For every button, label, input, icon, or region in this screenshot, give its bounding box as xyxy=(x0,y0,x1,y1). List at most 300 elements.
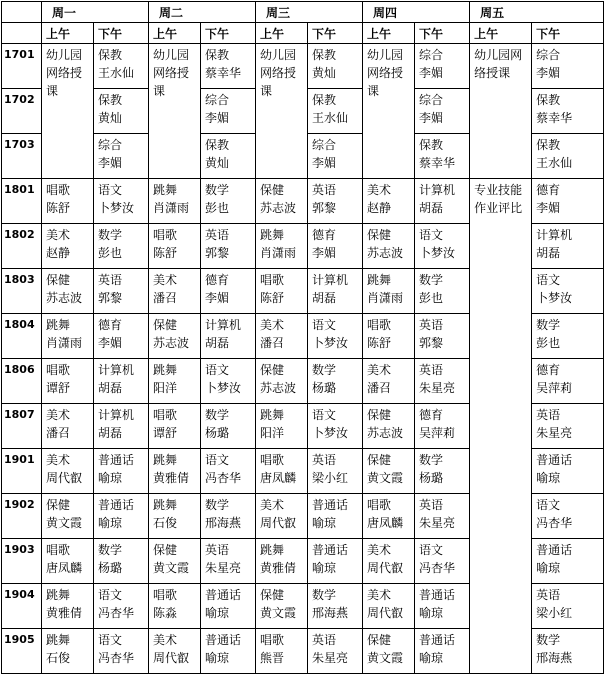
cell-line: 德育 xyxy=(419,408,444,422)
period-header: 上午 xyxy=(363,23,415,44)
cell-line: 数学 xyxy=(205,408,230,422)
cell-line: 冯杏华 xyxy=(419,561,456,575)
cell-line: 赵静 xyxy=(367,201,392,215)
cell-line: 语文 xyxy=(98,633,123,647)
schedule-cell xyxy=(532,44,604,89)
cell-line: 吴萍莉 xyxy=(419,426,456,440)
cell-line: 跳舞 xyxy=(260,228,285,242)
cell-line: 课 xyxy=(260,84,273,98)
schedule-cell xyxy=(201,539,256,584)
cell-line: 综合 xyxy=(536,48,561,62)
cell-line: 唱歌 xyxy=(46,183,71,197)
cell-line: 唐凤麟 xyxy=(367,516,404,530)
cell-line: 保健 xyxy=(153,318,178,332)
day-header: 周一 xyxy=(42,2,149,23)
schedule-cell xyxy=(42,404,94,449)
cell-line: 普通话 xyxy=(312,543,349,557)
cell-line: 唱歌 xyxy=(260,633,285,647)
cell-line: 喻琼 xyxy=(98,471,123,485)
cell-line: 德育 xyxy=(536,183,561,197)
schedule-cell xyxy=(532,314,604,359)
cell-line: 语文 xyxy=(536,498,561,512)
cell-line: 网络授 xyxy=(260,66,297,80)
schedule-cell xyxy=(415,359,470,404)
cell-line: 周代叡 xyxy=(260,516,297,530)
cell-line: 保健 xyxy=(260,363,285,377)
schedule-cell xyxy=(308,404,363,449)
cell-line: 李媚 xyxy=(312,156,337,170)
cell-line: 李媚 xyxy=(419,111,444,125)
class-id: 1702 xyxy=(2,89,42,134)
cell-line: 苏志波 xyxy=(367,246,404,260)
cell-line: 肖潇雨 xyxy=(153,201,190,215)
schedule-cell xyxy=(149,494,201,539)
schedule-cell xyxy=(532,404,604,449)
cell-line: 美术 xyxy=(46,453,71,467)
cell-line: 美术 xyxy=(46,228,71,242)
schedule-cell xyxy=(201,269,256,314)
cell-line: 胡磊 xyxy=(98,426,123,440)
cell-line: 唐凤麟 xyxy=(260,471,297,485)
schedule-cell xyxy=(532,134,604,179)
schedule-cell xyxy=(94,584,149,629)
schedule-cell xyxy=(363,404,415,449)
day-header: 周三 xyxy=(256,2,363,23)
cell-line: 肖潇雨 xyxy=(367,291,404,305)
schedule-cell xyxy=(149,359,201,404)
cell-line: 杨璐 xyxy=(312,381,337,395)
schedule-cell xyxy=(201,629,256,674)
cell-line: 跳舞 xyxy=(367,273,392,287)
cell-line: 黄灿 xyxy=(312,66,337,80)
cell-line: 综合 xyxy=(419,48,444,62)
cell-line: 郭黎 xyxy=(98,291,123,305)
cell-line: 谭舒 xyxy=(153,426,178,440)
schedule-cell xyxy=(415,314,470,359)
schedule-cell-morning xyxy=(363,44,415,179)
cell-line: 胡磊 xyxy=(419,201,444,215)
cell-line: 唱歌 xyxy=(367,498,392,512)
schedule-cell xyxy=(94,314,149,359)
schedule-cell xyxy=(42,269,94,314)
cell-line: 计算机 xyxy=(98,363,135,377)
schedule-cell xyxy=(532,269,604,314)
cell-line: 王水仙 xyxy=(312,111,349,125)
cell-line: 美术 xyxy=(367,543,392,557)
cell-line: 网络授 xyxy=(367,66,404,80)
cell-line: 朱星亮 xyxy=(312,651,349,665)
schedule-cell xyxy=(308,314,363,359)
cell-line: 保教 xyxy=(312,93,337,107)
cell-line: 综合 xyxy=(98,138,123,152)
cell-line: 课 xyxy=(153,84,166,98)
cell-line: 保健 xyxy=(367,228,392,242)
schedule-cell xyxy=(149,629,201,674)
schedule-cell xyxy=(201,494,256,539)
schedule-cell xyxy=(94,179,149,224)
cell-line: 潘召 xyxy=(260,336,285,350)
header-day-row xyxy=(2,2,604,23)
cell-line: 喻琼 xyxy=(536,471,561,485)
schedule-cell xyxy=(308,134,363,179)
cell-line: 幼儿园 xyxy=(153,48,190,62)
schedule-cell xyxy=(201,404,256,449)
schedule-cell xyxy=(94,359,149,404)
class-id: 1807 xyxy=(2,404,42,449)
schedule-cell xyxy=(149,584,201,629)
cell-line: 综合 xyxy=(419,93,444,107)
cell-line: 唱歌 xyxy=(46,363,71,377)
cell-line: 李媚 xyxy=(419,66,444,80)
cell-line: 普通话 xyxy=(205,633,242,647)
cell-line: 彭也 xyxy=(536,336,561,350)
cell-line: 保教 xyxy=(205,138,230,152)
cell-line: 梁小红 xyxy=(536,606,573,620)
schedule-cell xyxy=(149,539,201,584)
schedule-cell xyxy=(42,494,94,539)
schedule-cell xyxy=(42,584,94,629)
cell-line: 周代叡 xyxy=(153,651,190,665)
cell-line: 喻琼 xyxy=(419,651,444,665)
cell-line: 喻琼 xyxy=(536,561,561,575)
cell-line: 网络授 xyxy=(153,66,190,80)
cell-line: 课 xyxy=(367,84,380,98)
schedule-cell xyxy=(256,314,308,359)
schedule-cell xyxy=(308,449,363,494)
schedule-cell xyxy=(42,359,94,404)
cell-line: 朱星亮 xyxy=(419,516,456,530)
cell-line: 保教 xyxy=(98,48,123,62)
cell-line: 跳舞 xyxy=(153,363,178,377)
cell-line: 彭也 xyxy=(419,291,444,305)
corner-cell xyxy=(2,2,42,23)
cell-line: 美术 xyxy=(153,273,178,287)
cell-line: 吴萍莉 xyxy=(536,381,573,395)
schedule-cell xyxy=(42,314,94,359)
cell-line: 李媚 xyxy=(98,336,123,350)
schedule-cell xyxy=(415,539,470,584)
cell-line: 幼儿园 xyxy=(367,48,404,62)
cell-line: 赵静 xyxy=(46,246,71,260)
cell-line: 德育 xyxy=(98,318,123,332)
cell-line: 英语 xyxy=(536,588,561,602)
cell-line: 周代叡 xyxy=(367,561,404,575)
cell-line: 蔡幸华 xyxy=(536,111,573,125)
schedule-cell xyxy=(308,179,363,224)
cell-line: 冯杏华 xyxy=(536,516,573,530)
cell-line: 黄文霞 xyxy=(367,471,404,485)
cell-line: 英语 xyxy=(419,363,444,377)
schedule-cell xyxy=(415,494,470,539)
schedule-cell xyxy=(256,539,308,584)
class-id: 1703 xyxy=(2,134,42,179)
period-header: 上午 xyxy=(42,23,94,44)
cell-line: 陈淼 xyxy=(153,606,178,620)
cell-line: 语文 xyxy=(536,273,561,287)
schedule-cell xyxy=(256,584,308,629)
cell-line: 计算机 xyxy=(419,183,456,197)
class-id: 1804 xyxy=(2,314,42,359)
schedule-cell-friday-morning xyxy=(470,179,532,674)
schedule-cell xyxy=(532,449,604,494)
schedule-cell xyxy=(256,269,308,314)
schedule-cell xyxy=(256,359,308,404)
cell-line: 语文 xyxy=(98,588,123,602)
cell-line: 德育 xyxy=(312,228,337,242)
cell-line: 卜梦汝 xyxy=(98,201,135,215)
cell-line: 卜梦汝 xyxy=(312,426,349,440)
schedule-cell xyxy=(149,269,201,314)
cell-line: 保教 xyxy=(98,93,123,107)
cell-line: 李媚 xyxy=(98,156,123,170)
cell-line: 普通话 xyxy=(419,588,456,602)
cell-line: 语文 xyxy=(419,543,444,557)
schedule-cell xyxy=(532,584,604,629)
cell-line: 卜梦汝 xyxy=(536,291,573,305)
schedule-cell xyxy=(201,134,256,179)
cell-line: 肖潇雨 xyxy=(46,336,83,350)
cell-line: 卜梦汝 xyxy=(419,246,456,260)
schedule-cell xyxy=(201,224,256,269)
cell-line: 数学 xyxy=(205,498,230,512)
cell-line: 保教 xyxy=(419,138,444,152)
cell-line: 彭也 xyxy=(205,201,230,215)
schedule-cell xyxy=(149,179,201,224)
schedule-cell xyxy=(363,314,415,359)
cell-line: 普通话 xyxy=(98,498,135,512)
cell-line: 彭也 xyxy=(98,246,123,260)
schedule-cell xyxy=(94,89,149,134)
cell-line: 语文 xyxy=(98,183,123,197)
cell-line: 数学 xyxy=(312,588,337,602)
period-header: 上午 xyxy=(256,23,308,44)
cell-line: 保教 xyxy=(536,138,561,152)
cell-line: 英语 xyxy=(98,273,123,287)
cell-line: 卜梦汝 xyxy=(205,381,242,395)
cell-line: 保健 xyxy=(46,273,71,287)
cell-line: 邢海燕 xyxy=(536,651,573,665)
schedule-cell xyxy=(308,629,363,674)
cell-line: 保教 xyxy=(312,48,337,62)
cell-line: 数学 xyxy=(419,453,444,467)
cell-line: 潘召 xyxy=(46,426,71,440)
cell-line: 跳舞 xyxy=(153,498,178,512)
schedule-cell xyxy=(201,584,256,629)
schedule-cell xyxy=(532,629,604,674)
cell-line: 喻琼 xyxy=(205,606,230,620)
schedule-cell xyxy=(94,44,149,89)
cell-line: 美术 xyxy=(153,633,178,647)
cell-line: 普通话 xyxy=(536,543,573,557)
cell-line: 唐凤麟 xyxy=(46,561,83,575)
schedule-cell xyxy=(94,449,149,494)
period-header: 下午 xyxy=(308,23,363,44)
schedule-cell xyxy=(415,89,470,134)
cell-line: 喻琼 xyxy=(312,516,337,530)
schedule-cell xyxy=(201,449,256,494)
schedule-cell xyxy=(363,224,415,269)
cell-line: 保健 xyxy=(367,633,392,647)
cell-line: 蔡幸华 xyxy=(205,66,242,80)
cell-line: 唱歌 xyxy=(367,318,392,332)
cell-line: 语文 xyxy=(205,363,230,377)
cell-line: 网络授 xyxy=(46,66,83,80)
period-header: 下午 xyxy=(201,23,256,44)
cell-line: 美术 xyxy=(260,318,285,332)
cell-line: 跳舞 xyxy=(260,408,285,422)
class-id: 1903 xyxy=(2,539,42,584)
cell-line: 跳舞 xyxy=(260,543,285,557)
cell-line: 保健 xyxy=(367,453,392,467)
cell-line: 周代叡 xyxy=(46,471,83,485)
cell-line: 保健 xyxy=(367,408,392,422)
cell-line: 幼儿园网 xyxy=(474,48,523,62)
cell-line: 邢海燕 xyxy=(205,516,242,530)
schedule-cell xyxy=(308,539,363,584)
header-period-row xyxy=(2,23,604,44)
schedule-cell xyxy=(256,404,308,449)
cell-line: 喻琼 xyxy=(419,606,444,620)
cell-line: 保教 xyxy=(205,48,230,62)
schedule-cell xyxy=(42,449,94,494)
cell-line: 黄雅倩 xyxy=(46,606,83,620)
schedule-cell xyxy=(532,224,604,269)
schedule-cell xyxy=(201,359,256,404)
cell-line: 胡磊 xyxy=(98,381,123,395)
schedule-cell xyxy=(363,179,415,224)
schedule-cell xyxy=(415,449,470,494)
cell-line: 英语 xyxy=(419,318,444,332)
cell-line: 阳洋 xyxy=(153,381,178,395)
cell-line: 保健 xyxy=(46,498,71,512)
period-header: 下午 xyxy=(415,23,470,44)
cell-line: 陈舒 xyxy=(153,246,178,260)
schedule-cell xyxy=(42,539,94,584)
cell-line: 苏志波 xyxy=(260,381,297,395)
timetable-body xyxy=(2,2,604,674)
cell-line: 黄雅倩 xyxy=(260,561,297,575)
schedule-cell xyxy=(149,404,201,449)
schedule-cell xyxy=(94,224,149,269)
cell-line: 语文 xyxy=(419,228,444,242)
schedule-cell xyxy=(308,89,363,134)
schedule-cell xyxy=(415,629,470,674)
cell-line: 保健 xyxy=(260,183,285,197)
cell-line: 专业技能 xyxy=(474,183,523,197)
cell-line: 王水仙 xyxy=(98,66,135,80)
day-header: 周五 xyxy=(470,2,604,23)
cell-line: 喻琼 xyxy=(98,516,123,530)
schedule-cell xyxy=(308,269,363,314)
schedule-cell xyxy=(532,494,604,539)
cell-line: 语文 xyxy=(312,408,337,422)
schedule-cell xyxy=(415,44,470,89)
day-header: 周二 xyxy=(149,2,256,23)
cell-line: 朱星亮 xyxy=(419,381,456,395)
cell-line: 英语 xyxy=(205,543,230,557)
cell-line: 美术 xyxy=(46,408,71,422)
cell-line: 英语 xyxy=(312,453,337,467)
cell-line: 潘召 xyxy=(153,291,178,305)
cell-line: 幼儿园 xyxy=(46,48,83,62)
cell-line: 周代叡 xyxy=(367,606,404,620)
schedule-cell xyxy=(201,44,256,89)
cell-line: 作业评比 xyxy=(474,201,523,215)
cell-line: 综合 xyxy=(312,138,337,152)
cell-line: 李媚 xyxy=(312,246,337,260)
cell-line: 阳洋 xyxy=(260,426,285,440)
schedule-cell xyxy=(415,224,470,269)
cell-line: 胡磊 xyxy=(205,336,230,350)
schedule-cell xyxy=(532,89,604,134)
cell-line: 跳舞 xyxy=(153,183,178,197)
schedule-cell xyxy=(363,584,415,629)
schedule-cell xyxy=(415,179,470,224)
cell-line: 喻琼 xyxy=(205,651,230,665)
schedule-cell xyxy=(94,629,149,674)
period-header: 下午 xyxy=(532,23,604,44)
cell-line: 计算机 xyxy=(536,228,573,242)
cell-line: 胡磊 xyxy=(536,246,561,260)
schedule-cell xyxy=(363,269,415,314)
schedule-cell xyxy=(256,449,308,494)
cell-line: 苏志波 xyxy=(260,201,297,215)
cell-line: 陈舒 xyxy=(367,336,392,350)
cell-line: 杨璐 xyxy=(419,471,444,485)
cell-line: 冯杏华 xyxy=(205,471,242,485)
cell-line: 胡磊 xyxy=(312,291,337,305)
schedule-cell-morning xyxy=(470,44,532,179)
schedule-cell xyxy=(415,269,470,314)
cell-line: 郭黎 xyxy=(419,336,444,350)
cell-line: 数学 xyxy=(536,318,561,332)
schedule-cell xyxy=(532,179,604,224)
schedule-cell xyxy=(363,449,415,494)
schedule-cell xyxy=(308,224,363,269)
class-row xyxy=(2,44,604,89)
cell-line: 数学 xyxy=(312,363,337,377)
schedule-cell xyxy=(94,494,149,539)
schedule-cell xyxy=(415,584,470,629)
schedule-cell xyxy=(42,629,94,674)
cell-line: 陈舒 xyxy=(260,291,285,305)
cell-line: 德育 xyxy=(205,273,230,287)
schedule-cell xyxy=(94,269,149,314)
cell-line: 郭黎 xyxy=(312,201,337,215)
corner-cell xyxy=(2,23,42,44)
cell-line: 唱歌 xyxy=(153,408,178,422)
cell-line: 冯杏华 xyxy=(98,651,135,665)
class-id: 1902 xyxy=(2,494,42,539)
cell-line: 课 xyxy=(46,84,59,98)
schedule-cell xyxy=(363,539,415,584)
cell-line: 数学 xyxy=(98,543,123,557)
cell-line: 唱歌 xyxy=(46,543,71,557)
class-id: 1801 xyxy=(2,179,42,224)
cell-line: 李媚 xyxy=(205,111,230,125)
schedule-cell xyxy=(94,134,149,179)
cell-line: 熊晋 xyxy=(260,651,285,665)
class-id: 1904 xyxy=(2,584,42,629)
cell-line: 李媚 xyxy=(205,291,230,305)
schedule-cell xyxy=(201,89,256,134)
cell-line: 数学 xyxy=(98,228,123,242)
class-id: 1701 xyxy=(2,44,42,89)
cell-line: 幼儿园 xyxy=(260,48,297,62)
cell-line: 英语 xyxy=(312,633,337,647)
cell-line: 保教 xyxy=(536,93,561,107)
schedule-cell xyxy=(94,539,149,584)
